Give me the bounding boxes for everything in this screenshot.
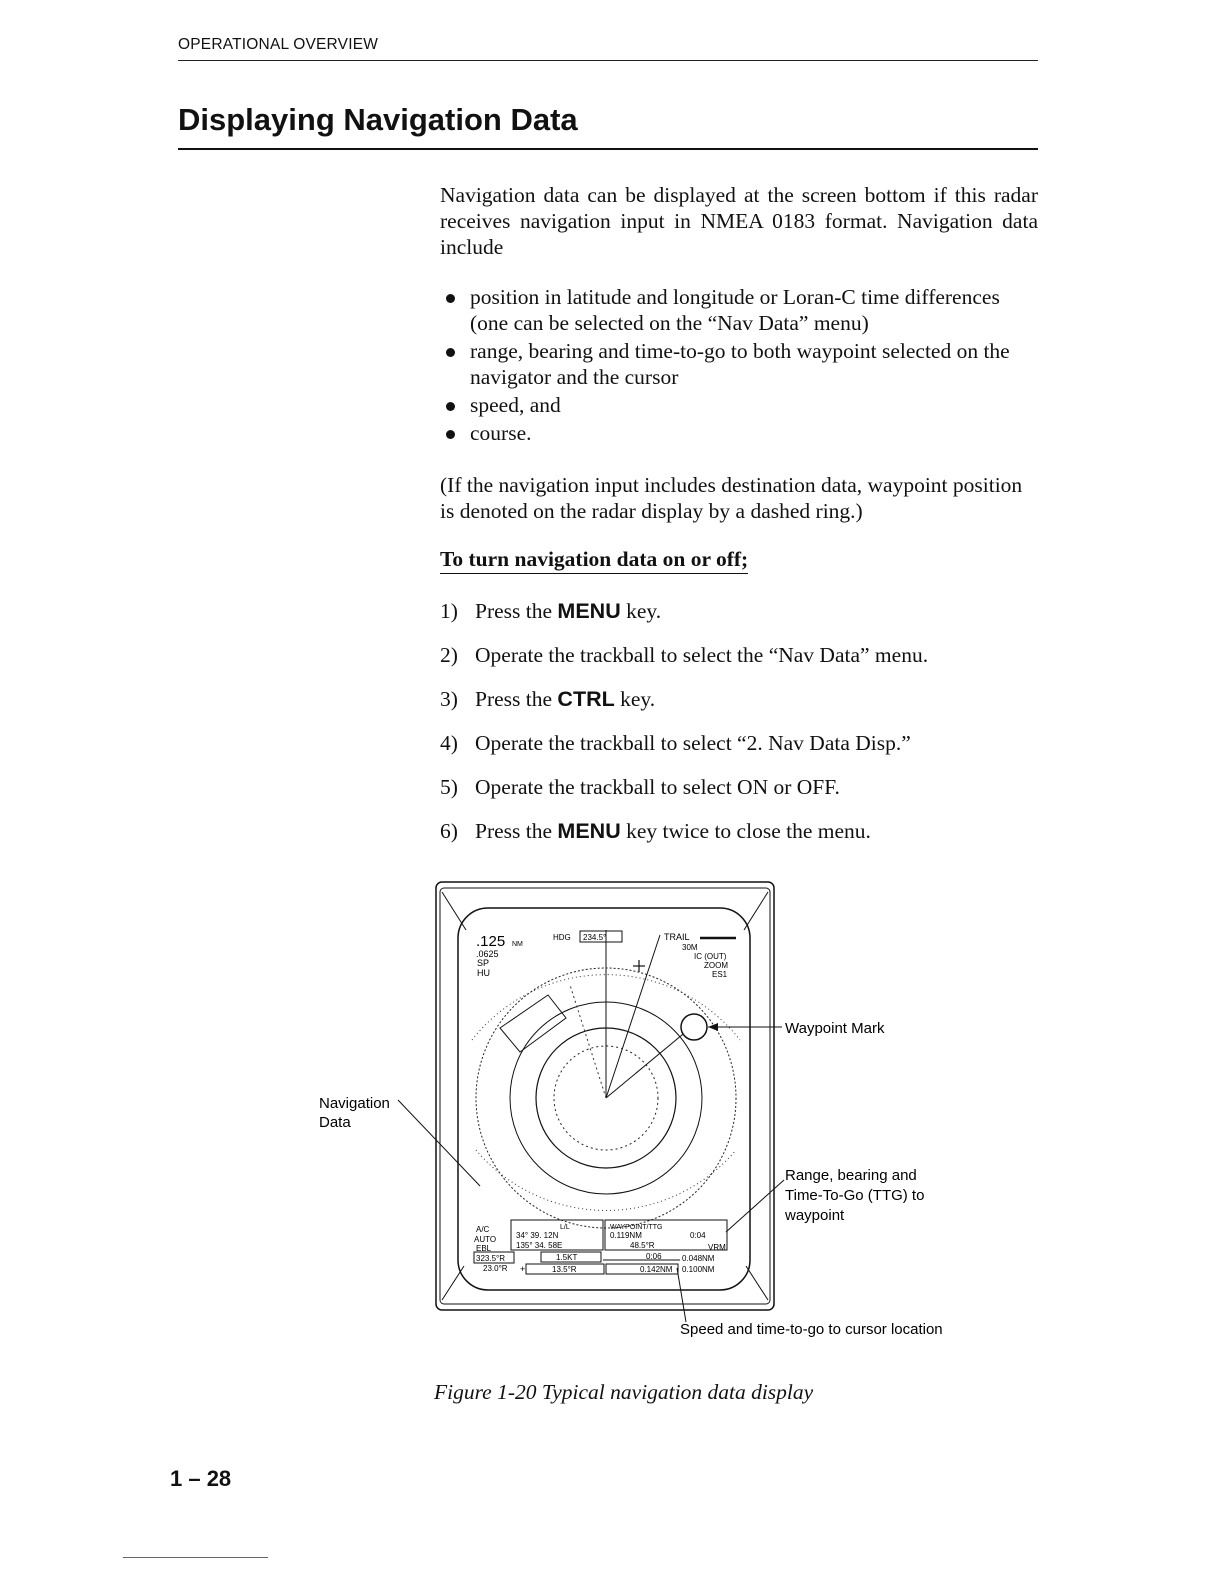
ll-label: L/L [560, 1224, 570, 1231]
procedure-heading: To turn navigation data on or off; [440, 547, 748, 574]
waypoint-mark-icon [681, 1014, 707, 1040]
list-item-text: speed, and [470, 393, 561, 417]
figure-caption: Figure 1-20 Typical navigation data display [434, 1380, 814, 1404]
vrm1-value: 0.048NM [682, 1254, 715, 1263]
menu-key-label: MENU [557, 819, 621, 843]
waypoint-arrow-icon [708, 1023, 718, 1031]
mode-sp: SP [477, 958, 490, 968]
es-label: ES1 [712, 970, 728, 979]
callout-range-bearing-2: Time-To-Go (TTG) to [785, 1187, 925, 1204]
step-number: 4) [440, 731, 458, 755]
step-number: 6) [440, 819, 458, 843]
trail-time: 30M [682, 943, 698, 952]
callout-range-bearing-3: waypoint [785, 1207, 845, 1224]
callout-navigation-data: Navigation [319, 1095, 390, 1112]
callout-navigation-data-2: Data [319, 1114, 351, 1131]
auto-label: AUTO [474, 1235, 497, 1244]
longitude: 135° 34. 58E [516, 1241, 563, 1250]
step-number: 5) [440, 775, 458, 799]
vrm-label: VRM [708, 1243, 726, 1252]
step-text: Press the [475, 687, 558, 711]
page-number: 1 – 28 [170, 1466, 232, 1491]
range-unit: NM [512, 941, 523, 948]
ebl-label: EBL [476, 1244, 492, 1253]
ring-interval: .0625 [476, 949, 499, 959]
hdg-label: HDG [553, 933, 571, 942]
waypoint-range: 0.119NM [610, 1231, 642, 1240]
cursor-icon [633, 960, 645, 972]
speed-value: 1.5KT [556, 1253, 578, 1262]
callout-speed-ttg: Speed and time-to-go to cursor location [680, 1321, 943, 1338]
waypoint-label: WAYPOINT/TTG [610, 1224, 663, 1231]
step-number: 2) [440, 643, 458, 667]
step-text: Operate the trackball to select ON or OFF. [475, 775, 840, 799]
ebl-value: 323.5°R [476, 1254, 505, 1263]
cursor-range: 0.142NM [640, 1265, 673, 1274]
step-text: Operate the trackball to select “2. Nav Data Disp.” [475, 731, 911, 755]
cursor-plus-icon: + [520, 1264, 526, 1274]
waypoint-ttg: 0:04 [690, 1231, 706, 1240]
list-item-text: range, bearing and time-to-go to both waypoint selected on the navigator and the cursor [470, 339, 1010, 389]
footnote-rule [123, 1557, 268, 1558]
page-title: Displaying Navigation Data [178, 102, 578, 137]
waypoint-bearing: 48.5°R [630, 1241, 655, 1250]
zoom-label: ZOOM [704, 961, 728, 970]
vrm2-value: 0.100NM [682, 1265, 715, 1274]
note-paragraph: (If the navigation input includes destination data, waypoint position is denoted on the radar display by a dashed ring.) [440, 473, 1023, 523]
ac-label: A/C [476, 1225, 490, 1234]
trail-label: TRAIL [664, 932, 690, 942]
latitude: 34° 39. 12N [516, 1231, 559, 1240]
running-header: OPERATIONAL OVERVIEW [178, 36, 379, 53]
callout-range-bearing: Range, bearing and [785, 1167, 917, 1184]
guard-zone [500, 995, 566, 1052]
mode-hu: HU [477, 968, 490, 978]
step-number: 1) [440, 599, 458, 623]
intro-paragraph: Navigation data can be displayed at the screen bottom if this radar receives navigation input in NMEA 0183 format. Navigation data include [440, 183, 1038, 259]
step-text-end: key. [620, 599, 662, 623]
cursor-bearing: 13.5°R [552, 1265, 577, 1274]
hdg-value: 234.5° [583, 933, 607, 942]
list-item-text: position in latitude and longitude or Loran-C time differences (one can be selected on the “Nav Data” menu) [470, 285, 1000, 335]
ctrl-key-label: CTRL [557, 687, 615, 711]
step-text: Operate the trackball to select the “Nav Data” menu. [475, 643, 929, 667]
step-text: Press the [475, 599, 558, 623]
step-text: Press the [475, 819, 558, 843]
step-number: 3) [440, 687, 458, 711]
range-value: .125 [476, 933, 506, 950]
trail-mode: IC (OUT) [694, 952, 727, 961]
step-text-end: key twice to close the menu. [620, 819, 871, 843]
callout-waypoint-mark: Waypoint Mark [785, 1020, 885, 1037]
step-text-end: key. [614, 687, 656, 711]
bearing-scale-bottom [476, 1150, 736, 1210]
cursor-ttg: 0:06 [646, 1252, 662, 1261]
list-item-text: course. [470, 421, 532, 445]
menu-key-label: MENU [557, 599, 621, 623]
ebl-value2: 23.0°R [483, 1264, 508, 1273]
